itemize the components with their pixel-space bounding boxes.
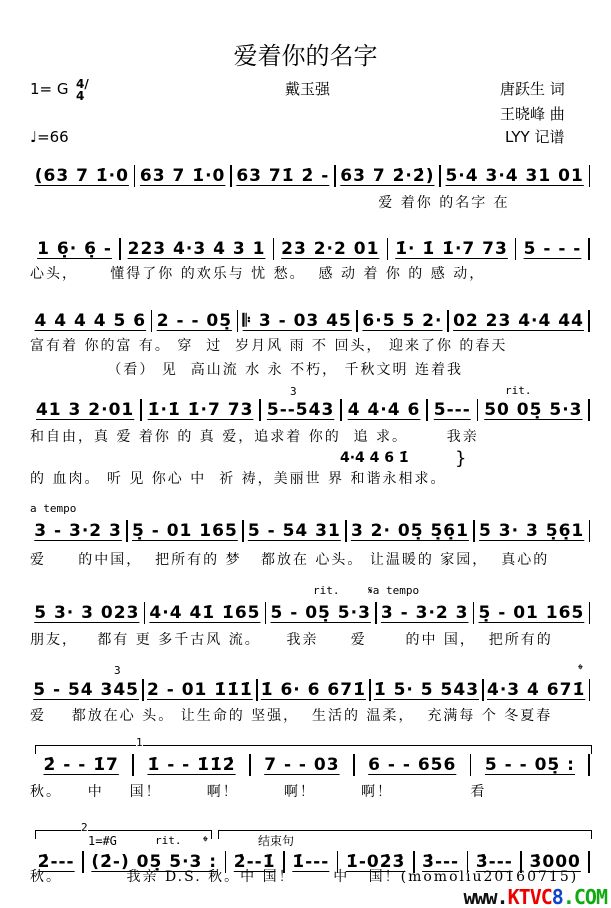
measure: 3̇---: [422, 852, 460, 872]
measure: (2̇-) 05̣ 5·3 :: [91, 852, 218, 872]
barline: [589, 165, 591, 187]
a-tempo-mark: a tempo: [30, 502, 77, 515]
notation-row: [30, 754, 590, 776]
barline: [589, 520, 591, 542]
measure: 2̇---: [37, 852, 75, 872]
lyrics-line: 心头， 懂得了你 的欢乐与 忧 愁。 感 动 着 你 的 感 动，: [30, 266, 486, 282]
measure: 5 3· 3 023: [34, 603, 140, 623]
rit-mark: rit.: [505, 384, 532, 397]
triplet-mark: 3: [114, 664, 121, 677]
measure: 5 - - -: [523, 239, 582, 259]
song-title: 爱着你的名字: [233, 42, 378, 70]
measure: 23 2·2 01: [281, 239, 380, 259]
key-signature: 1= G: [30, 80, 69, 98]
notation-row: [30, 310, 590, 332]
composer: 王晓峰 曲: [500, 105, 565, 123]
measure: 41 3 2·01: [35, 400, 135, 420]
notation-row: [30, 238, 590, 260]
watermark-logo: [463, 886, 607, 908]
measure: 63 71̇ 2̇ -: [236, 166, 330, 186]
alternate-notes: 4·4 4 6 1̇: [340, 450, 409, 466]
measure: 5 - - 05̣ :: [484, 755, 575, 775]
measure: 5̣ - 01 165: [478, 603, 585, 623]
measure: 3 - 3·2 3: [380, 603, 469, 623]
notation-row: [30, 602, 590, 624]
measure: 5--543: [266, 400, 335, 420]
volta-bracket-1: 1: [35, 745, 592, 754]
lyrics-line: 和自由，真 爱 着你 的 真 爱，追求着 你的 追 求。 我亲: [30, 429, 479, 445]
barline: [589, 679, 591, 701]
measure: 4·4 41̇ 1̇65: [149, 603, 261, 623]
measure: 5 - 54 345: [33, 680, 140, 700]
measure: 1̇· 1̇ 1̇·7 73: [395, 239, 508, 259]
barline: [588, 754, 590, 776]
coda-icon: 𝄌: [578, 662, 583, 678]
measure: 4 4 4 4 5 6: [34, 311, 147, 331]
coda-icon: 𝄌: [203, 834, 208, 850]
barline: [588, 310, 590, 332]
notation-row: [30, 165, 590, 187]
measure: 5·4 3·4 31 01: [445, 166, 584, 186]
triplet-mark: 3: [290, 385, 297, 398]
measure: 63 7 1̇·0: [139, 166, 226, 186]
measure: 1̇-02̇3̇: [346, 852, 406, 872]
measure: 3̇000: [529, 852, 581, 872]
watermark-part: www.: [463, 885, 508, 908]
lyrics-line: 秋。 中 国！ 啊！ 啊！ 啊！ 看: [30, 784, 487, 800]
barline: [588, 238, 590, 260]
tempo-marking: ♩=66: [30, 128, 69, 146]
measure: 6·5 5 2·: [362, 311, 443, 331]
lyrics-line: 秋。 我亲 D.S. 秋。中 国！ 中 国！(momoliu20160715): [30, 869, 579, 885]
lyrics-line: 爱 的中国， 把所有的 梦 都放在 心头。 让温暖的 家园， 真心的: [30, 552, 550, 568]
lyrics-line: 富有着 你的富 有。 穿 过 岁月风 雨 不 回头， 迎来了你 的春天: [30, 338, 508, 354]
transcriber: LYY 记谱: [505, 128, 565, 146]
measure: 6 - - 656: [368, 755, 457, 775]
measure: 5 - 54 31: [247, 521, 341, 541]
measure: 2 - - 05̣: [156, 311, 233, 331]
key-change: 1=#G: [88, 834, 117, 848]
measure: 4 4·4 6: [347, 400, 421, 420]
measure: 2̇--1̇: [233, 852, 276, 872]
lyrics-line: 朋友， 都有 更 多千古风 流。 我亲 爱 的中 国， 把所有的: [30, 632, 553, 648]
time-signature: 4/4: [76, 77, 89, 103]
measure: 3 - 3·2 3: [34, 521, 122, 541]
lyrics-line: 爱 都放在心 头。 让生命的 坚强， 生活的 温柔， 充满每 个 冬夏春: [30, 708, 553, 724]
volta-bracket-2: 2: [35, 830, 212, 839]
watermark-part: 8: [551, 885, 563, 908]
measure: 𝄆 3 - 03 45: [242, 311, 352, 331]
measure: 02 23 4·4 44: [453, 311, 584, 331]
lyricist: 唐跃生 词: [500, 80, 565, 98]
notation-row: [30, 399, 590, 421]
measure: 2 - 01 1̇1̇1̇: [146, 680, 253, 700]
ending-label: 结束句: [258, 834, 295, 848]
measure: 3̇---: [475, 852, 513, 872]
measure: 7 - - 03: [264, 755, 340, 775]
measure: 63 7 2̇·2̇): [340, 166, 435, 186]
lyrics-line: （看） 见 高山流 水 永 不朽， 千秋文明 连着我: [30, 362, 464, 378]
measure: 5 - 05̣ 5·3: [270, 603, 371, 623]
brace: }: [455, 448, 467, 469]
notation-row: [30, 520, 590, 542]
measure: 50 05̣ 5·3: [484, 400, 583, 420]
notation-row: [30, 679, 590, 701]
singer: 戴玉强: [285, 80, 331, 98]
rit-mark: rit.: [313, 584, 340, 597]
measure: 1̇---: [292, 852, 330, 872]
measure: 1̇·1̇ 1̇·7 73: [147, 400, 254, 420]
barline: [589, 602, 591, 624]
measure: 3 2· 05̣ 5̣6̣1: [350, 521, 469, 541]
measure: 223 4·3 4 3 1: [127, 239, 266, 259]
measure: 4·3 4 671̇: [487, 680, 586, 700]
measure: 5̣ - 01 165: [131, 521, 238, 541]
lyrics-line: 爱 着你 的名字 在: [30, 195, 510, 211]
rit-mark: rit.: [155, 834, 182, 847]
measure: 1̇ - - 1̇1̇2̇: [147, 755, 236, 775]
measure: 5---: [433, 400, 471, 420]
measure: 5 3· 3 5̣6̣1: [479, 521, 585, 541]
watermark-part: KTVC: [507, 885, 552, 908]
lyrics-line: 的 血肉。 听 见 你心 中 祈 祷，美丽世 界 和谐永相求。: [30, 471, 447, 487]
measure: 1̇ 5· 5 543: [373, 680, 480, 700]
segno-a-tempo-mark: 𝄋a tempo: [368, 584, 420, 597]
watermark-part: .COM: [562, 885, 607, 908]
measure: 1̇ 6· 6 671̇: [260, 680, 366, 700]
measure: (63 7 1̇·0: [34, 166, 129, 186]
barline: [588, 399, 590, 421]
measure: 2̇ - - 1̇7: [43, 755, 119, 775]
measure: 1 6̣· 6̣ -: [37, 239, 112, 259]
